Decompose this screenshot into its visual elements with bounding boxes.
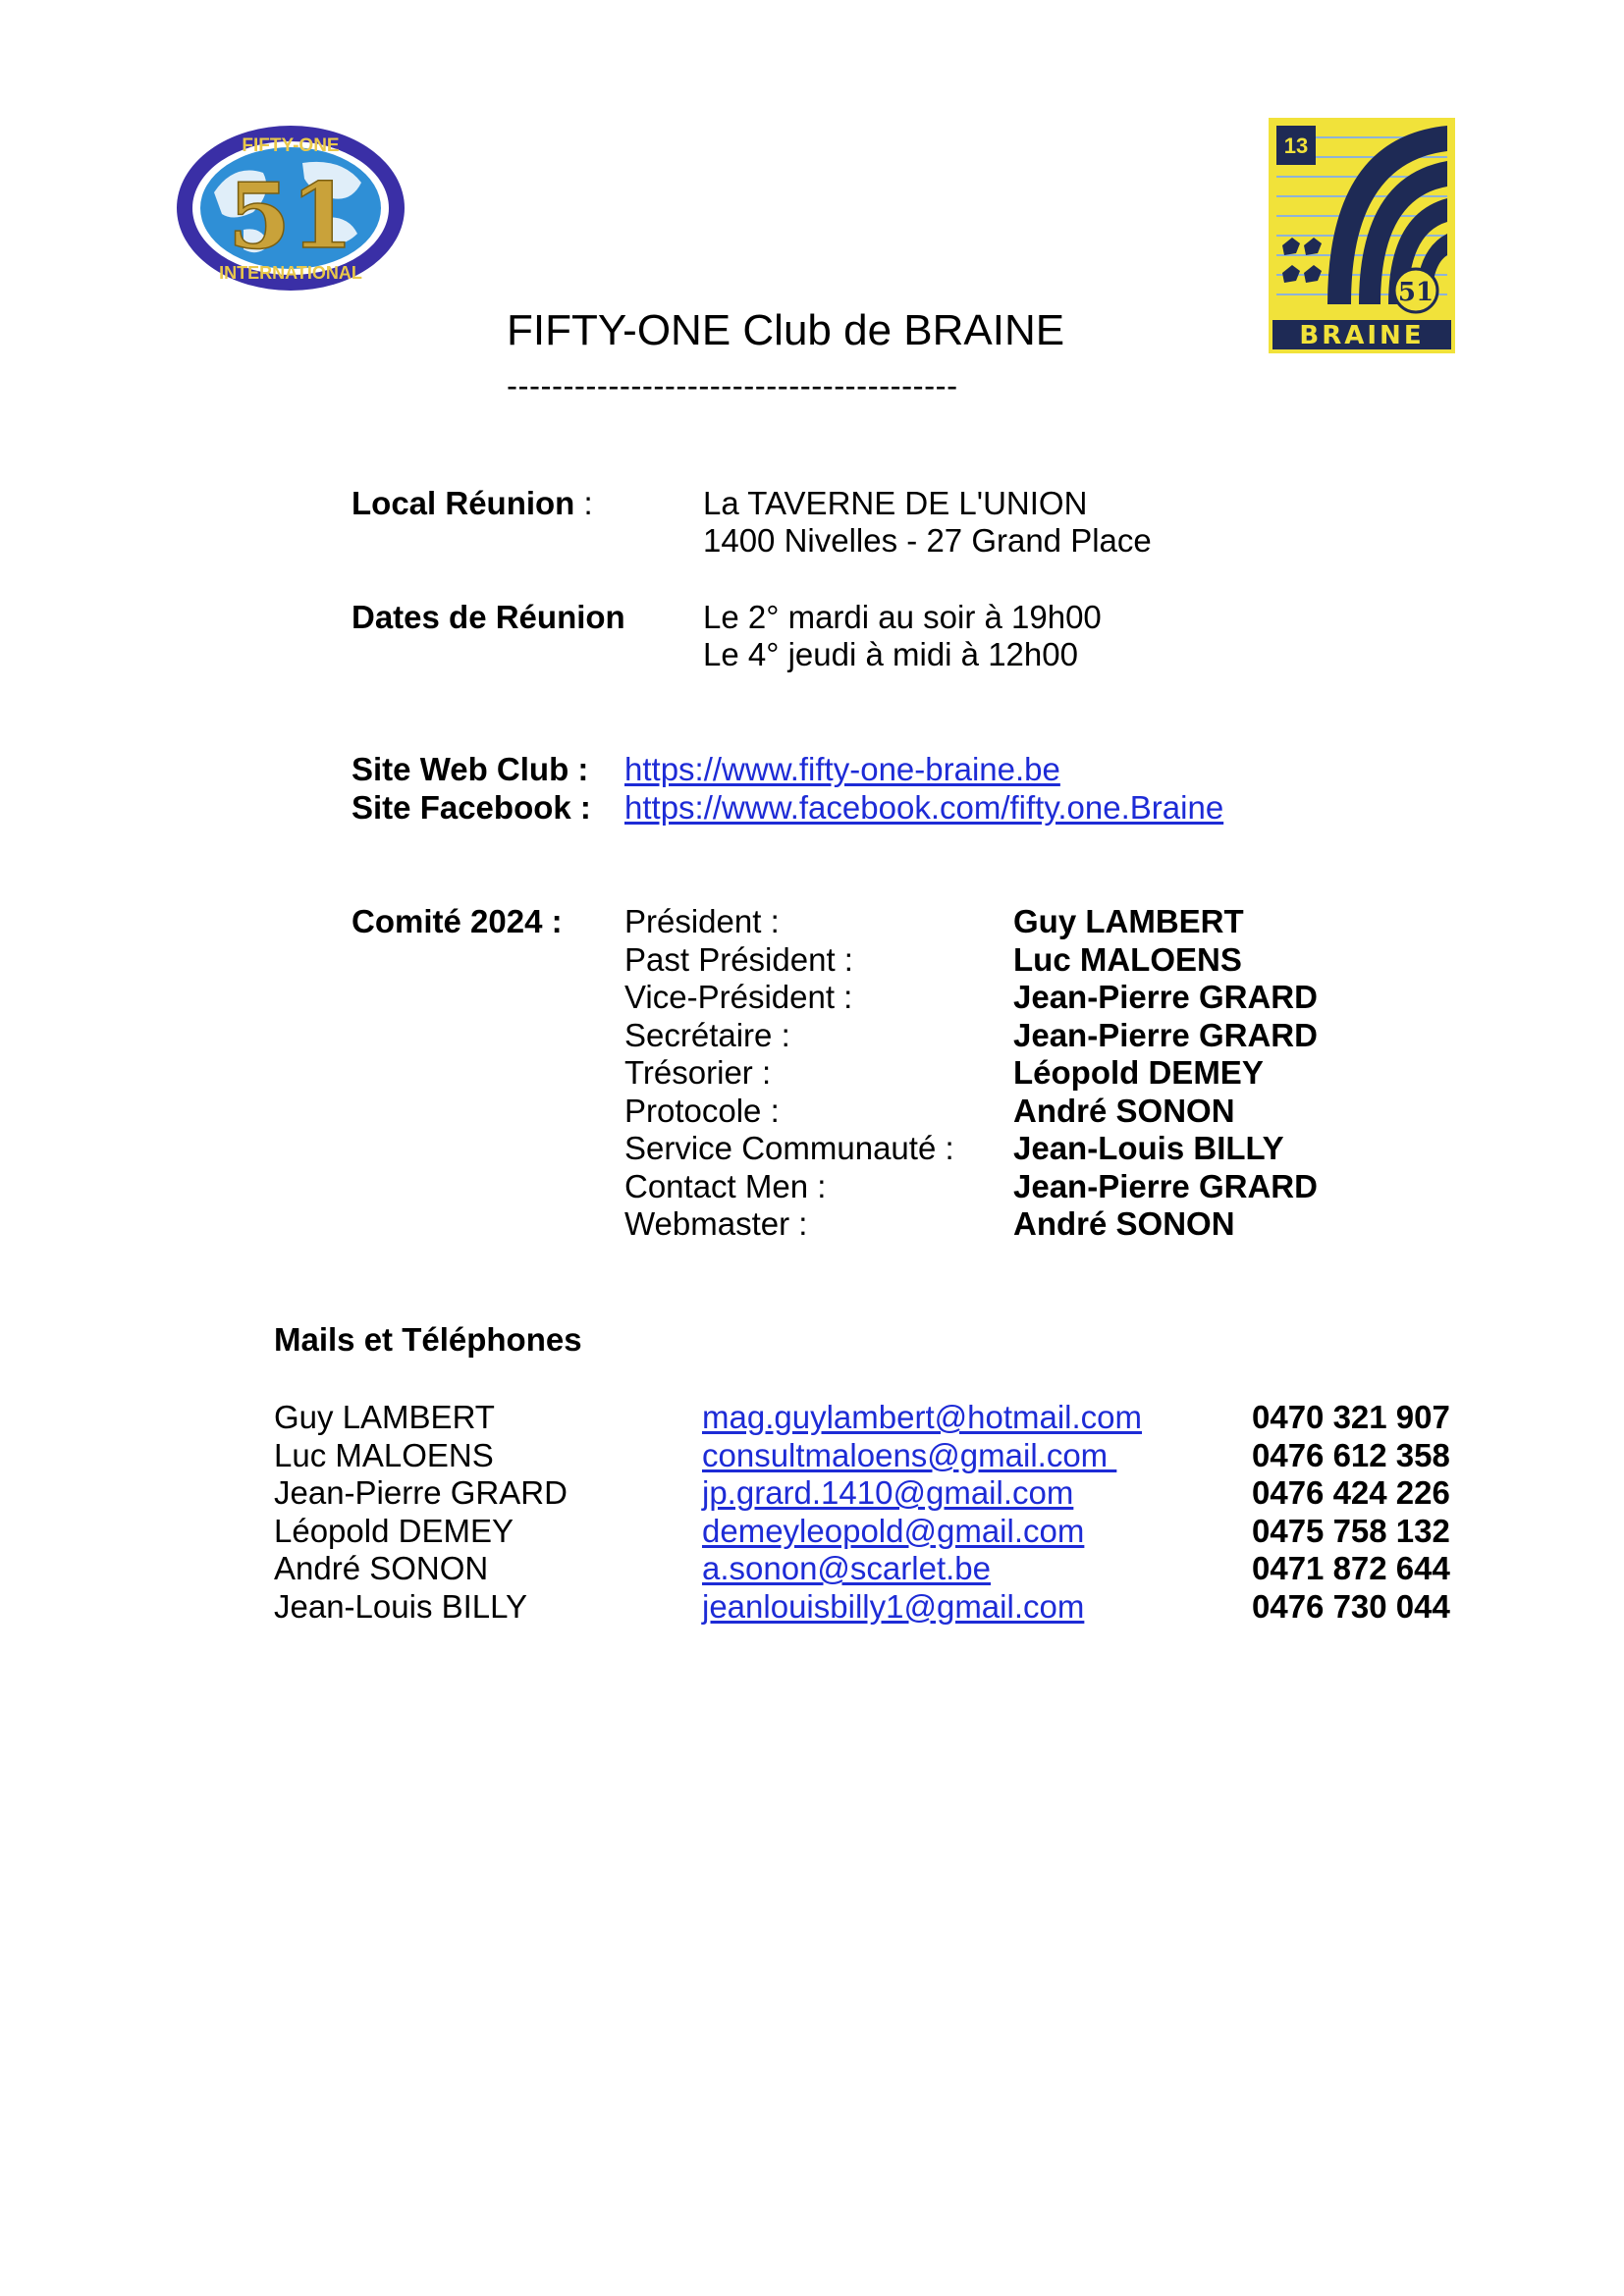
local-reunion-line2: 1400 Nivelles - 27 Grand Place <box>703 522 1152 559</box>
comite-role: Service Communauté : <box>624 1130 954 1166</box>
logo-banner-text: BRAINE <box>1299 321 1425 350</box>
contact-row <box>274 1588 1452 1626</box>
comite-row <box>624 979 1508 1016</box>
contacts-list <box>274 1399 1452 1634</box>
comite-row <box>624 1054 1508 1092</box>
contact-name: Luc MALOENS <box>274 1436 494 1473</box>
comite-role: Contact Men : <box>624 1167 827 1204</box>
local-reunion-line1: La TAVERNE DE L'UNION <box>703 485 1088 521</box>
comite-row <box>624 903 1508 940</box>
comite-row <box>624 1017 1508 1054</box>
comite-list <box>624 903 1508 1256</box>
comite-member-name: Jean-Pierre GRARD <box>1013 1167 1318 1204</box>
logo-top-text: FIFTY-ONE <box>242 135 340 156</box>
contact-name: Jean-Pierre GRARD <box>274 1474 568 1511</box>
fifty-one-international-logo <box>175 124 406 293</box>
comite-member-name: André SONON <box>1013 1092 1235 1129</box>
site-facebook-link[interactable]: https://www.facebook.com/fifty.one.Braine <box>624 789 1224 826</box>
contact-email-link[interactable]: jeanlouisbilly1@gmail.com <box>702 1587 1085 1625</box>
contact-name: Jean-Louis BILLY <box>274 1587 528 1625</box>
comite-row <box>624 1205 1508 1243</box>
page-title: FIFTY-ONE Club de BRAINE <box>507 306 1065 354</box>
comite-member-name: Luc MALOENS <box>1013 940 1242 978</box>
local-reunion-colon: : <box>574 485 593 521</box>
comite-role: Past Président : <box>624 940 853 978</box>
comite-role: Vice-Président : <box>624 979 853 1015</box>
dates-reunion-line1: Le 2° mardi au soir à 19h00 <box>703 599 1102 635</box>
comite-label: Comité 2024 : <box>352 903 563 939</box>
contact-email-link[interactable]: a.sonon@scarlet.be <box>702 1550 992 1586</box>
contact-email-link[interactable]: demeyleopold@gmail.com <box>702 1512 1085 1549</box>
contact-phone: 0470 321 907 <box>1252 1399 1450 1435</box>
local-reunion-label-text: Local Réunion <box>352 485 575 521</box>
contact-email-link[interactable]: consultmaloens@gmail.com <box>702 1436 1117 1473</box>
local-reunion-label <box>352 485 593 522</box>
comite-member-name: Léopold DEMEY <box>1013 1054 1264 1091</box>
contact-row <box>274 1474 1452 1512</box>
dates-reunion-label: Dates de Réunion <box>352 599 625 635</box>
comite-row <box>624 1093 1508 1130</box>
comite-member-name: Jean-Pierre GRARD <box>1013 979 1318 1015</box>
contact-email-link[interactable]: mag.guylambert@hotmail.com <box>702 1399 1142 1435</box>
comite-member-name: Jean-Pierre GRARD <box>1013 1016 1318 1053</box>
site-web-link[interactable]: https://www.fifty-one-braine.be <box>624 751 1060 787</box>
comite-role: Président : <box>624 903 780 939</box>
comite-row <box>624 941 1508 979</box>
comite-row <box>624 1168 1508 1205</box>
contact-name: Léopold DEMEY <box>274 1512 514 1549</box>
dates-reunion-line2: Le 4° jeudi à midi à 12h00 <box>703 636 1078 672</box>
comite-role: Protocole : <box>624 1092 780 1129</box>
logo-bottom-text: INTERNATIONAL <box>219 263 362 283</box>
contact-phone: 0471 872 644 <box>1252 1550 1450 1586</box>
comite-role: Webmaster : <box>624 1205 808 1242</box>
contact-name: Guy LAMBERT <box>274 1399 495 1435</box>
logo-number: 51 <box>227 163 354 269</box>
contact-name: André SONON <box>274 1550 489 1586</box>
contact-row <box>274 1550 1452 1587</box>
comite-role: Secrétaire : <box>624 1016 790 1053</box>
contact-phone: 0476 424 226 <box>1252 1474 1450 1511</box>
contact-phone: 0475 758 132 <box>1252 1512 1450 1549</box>
contact-phone: 0476 612 358 <box>1252 1436 1450 1473</box>
logo-number-top: 13 <box>1283 133 1309 158</box>
comite-role: Trésorier : <box>624 1054 772 1091</box>
contact-email-link[interactable]: jp.grard.1410@gmail.com <box>702 1474 1074 1511</box>
site-facebook-label: Site Facebook : <box>352 789 591 826</box>
contacts-heading: Mails et Téléphones <box>274 1321 582 1358</box>
contact-row <box>274 1513 1452 1550</box>
comite-member-name: Guy LAMBERT <box>1013 903 1244 939</box>
comite-member-name: André SONON <box>1013 1205 1235 1242</box>
contact-row <box>274 1437 1452 1474</box>
site-web-label: Site Web Club : <box>352 751 589 787</box>
contact-row <box>274 1399 1452 1436</box>
comite-row <box>624 1130 1508 1167</box>
logo-badge-number: 51 <box>1397 278 1435 307</box>
comite-member-name: Jean-Louis BILLY <box>1013 1130 1284 1166</box>
title-rule: ---------------------------------------- <box>507 367 958 403</box>
braine-club-logo <box>1269 118 1455 353</box>
contact-phone: 0476 730 044 <box>1252 1587 1450 1625</box>
